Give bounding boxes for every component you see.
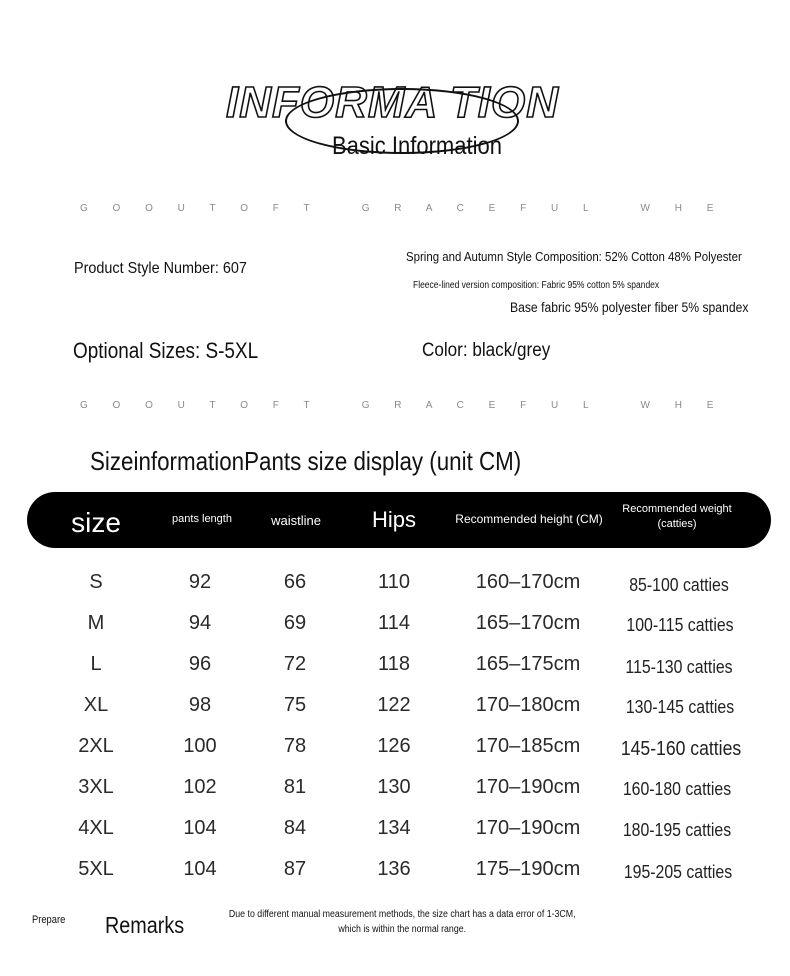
cell-size: M: [87, 612, 105, 634]
cell-size: S: [89, 571, 103, 593]
cell-size: L: [90, 653, 102, 675]
cell-height: 165–175cm: [475, 653, 581, 675]
cell-hips: 110: [378, 571, 410, 593]
cell-waistline: 78: [283, 735, 307, 757]
header-recommended-weight: Recommended weight (catties): [622, 503, 732, 530]
cell-weight: 180-195 catties: [622, 820, 732, 840]
header-hips: Hips: [371, 507, 417, 532]
cell-pants-length: 102: [183, 776, 217, 798]
fleece-composition: Fleece-lined version composition: Fabric 95% cotton 5% spandex: [413, 280, 660, 291]
brand-line-bottom: G O O U T O F T G R A C E F U L W H E: [80, 400, 725, 411]
cell-waistline: 84: [283, 817, 307, 839]
cell-size: 4XL: [78, 817, 114, 839]
basic-information-title: Basic Information: [332, 132, 502, 160]
header-size: size: [71, 507, 121, 538]
information-title: INFORMA TION: [226, 78, 559, 127]
cell-hips: 122: [377, 694, 411, 716]
cell-weight: 85-100 catties: [629, 575, 729, 595]
brand-line-top: G O O U T O F T G R A C E F U L W H E: [80, 203, 725, 214]
product-style-number: Product Style Number: 607: [74, 260, 247, 277]
header-pants-length: pants length: [172, 513, 232, 525]
size-section-title: SizeinformationPants size display (unit CM): [90, 446, 522, 476]
cell-height: 170–190cm: [475, 776, 581, 798]
cell-size: XL: [83, 694, 109, 716]
cell-hips: 130: [377, 776, 411, 798]
cell-waistline: 69: [283, 612, 307, 634]
cell-height: 175–190cm: [475, 858, 581, 880]
cell-hips: 136: [377, 858, 411, 880]
color-options: Color: black/grey: [422, 340, 551, 361]
cell-pants-length: 104: [183, 817, 217, 839]
base-fabric-composition: Base fabric 95% polyester fiber 5% spandex: [510, 300, 749, 315]
size-table-header: [27, 492, 771, 548]
cell-weight: 130-145 catties: [625, 697, 735, 717]
cell-height: 160–170cm: [475, 571, 581, 593]
optional-sizes: Optional Sizes: S-5XL: [73, 338, 259, 363]
cell-weight: 100-115 catties: [626, 615, 734, 635]
cell-height: 170–180cm: [475, 694, 581, 716]
cell-height: 170–185cm: [475, 735, 581, 757]
cell-waistline: 81: [283, 776, 307, 798]
cell-pants-length: 98: [188, 694, 212, 716]
header-waistline: waistline: [271, 513, 321, 528]
cell-height: 170–190cm: [475, 817, 581, 839]
measurement-note: Due to different manual measurement methods, the size chart has a data error of 1-3CM, which is within the normal range.: [228, 909, 576, 935]
cell-waistline: 72: [283, 653, 307, 675]
cell-pants-length: 94: [188, 612, 212, 634]
prepare-label: Prepare: [32, 914, 66, 926]
cell-height: 165–170cm: [475, 612, 581, 634]
cell-weight: 145-160 catties: [620, 738, 742, 760]
cell-hips: 134: [377, 817, 411, 839]
cell-size: 5XL: [78, 858, 114, 880]
cell-weight: 160-180 catties: [622, 779, 732, 799]
cell-weight: 195-205 catties: [623, 862, 733, 882]
cell-waistline: 66: [283, 571, 307, 593]
cell-hips: 118: [378, 653, 410, 675]
cell-size: 3XL: [78, 776, 114, 798]
cell-hips: 114: [378, 612, 410, 634]
cell-waistline: 87: [283, 858, 307, 880]
cell-pants-length: 104: [183, 858, 217, 880]
remarks-label: Remarks: [105, 912, 185, 938]
header-recommended-height: Recommended height (CM): [455, 512, 603, 526]
cell-waistline: 75: [283, 694, 307, 716]
cell-weight: 115-130 catties: [625, 657, 733, 677]
cell-pants-length: 96: [188, 653, 212, 675]
spring-autumn-composition: Spring and Autumn Style Composition: 52% Cotton 48% Polyester: [406, 249, 742, 264]
cell-hips: 126: [377, 735, 411, 757]
cell-size: 2XL: [78, 735, 114, 757]
cell-pants-length: 92: [188, 571, 212, 593]
cell-pants-length: 100: [183, 735, 217, 757]
